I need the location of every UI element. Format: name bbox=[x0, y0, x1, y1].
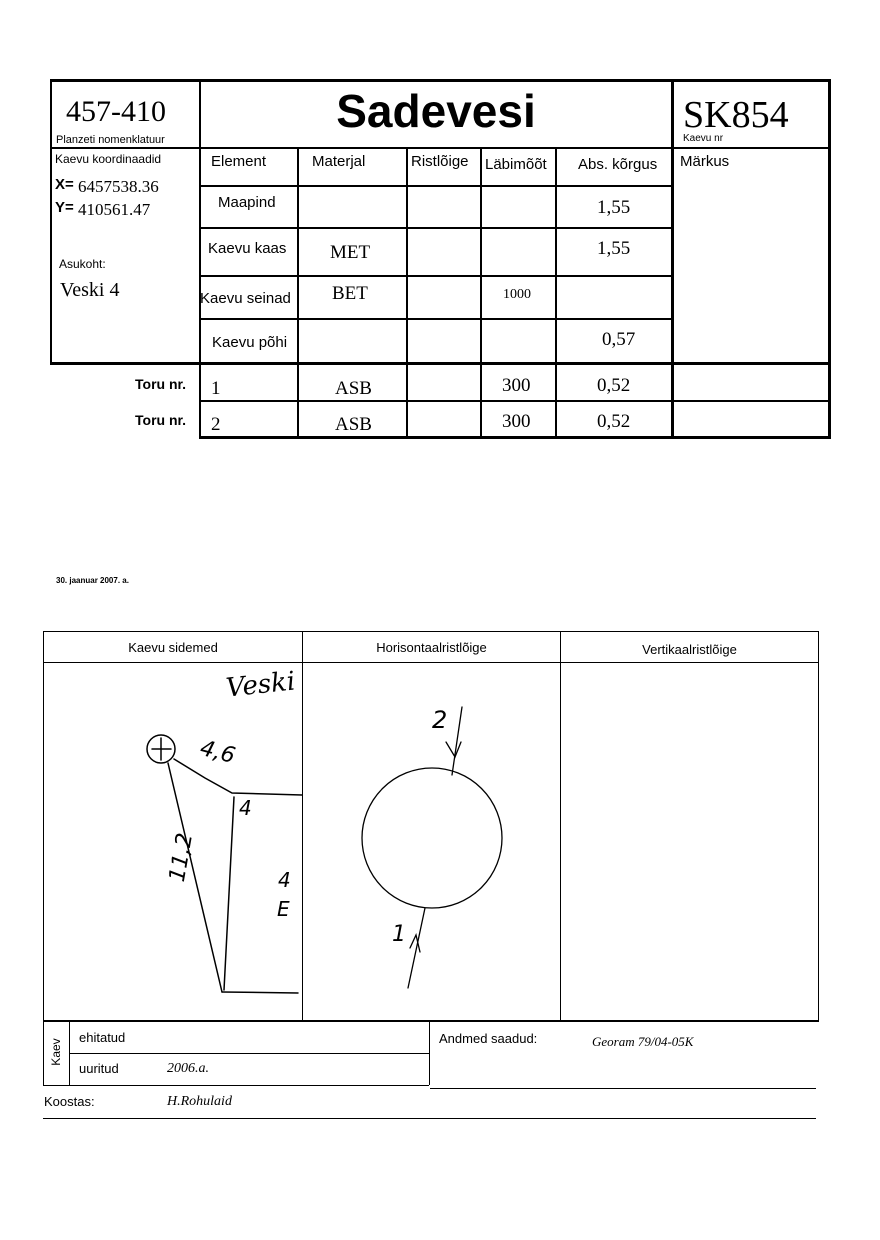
pipe-abs: 0,52 bbox=[597, 375, 631, 396]
row-element: Kaevu põhi bbox=[212, 334, 288, 351]
data-source-label: Andmed saadud: bbox=[439, 1031, 538, 1046]
page-title: Sadevesi bbox=[336, 85, 536, 137]
sketch-label-distance: 4 bbox=[239, 796, 252, 820]
row-element: Kaevu seinad bbox=[200, 290, 291, 307]
built-label: ehitatud bbox=[79, 1030, 126, 1045]
x-label: X= bbox=[55, 176, 74, 193]
side-label: Kaev bbox=[49, 1038, 63, 1066]
pipe-number: 2 bbox=[211, 414, 221, 435]
col-diameter: Läbimõõt bbox=[485, 156, 547, 173]
author-label: Koostas: bbox=[44, 1094, 95, 1109]
col-horizontal: Horisontaalristlõige bbox=[376, 640, 487, 655]
col-notes: Märkus bbox=[680, 153, 730, 170]
y-label: Y= bbox=[55, 199, 74, 216]
col-sketch: Kaevu sidemed bbox=[128, 640, 218, 655]
author-value: H.Rohulaid bbox=[167, 1094, 232, 1109]
sketch-label-distance: 4 bbox=[278, 868, 291, 892]
pipe-number: 1 bbox=[211, 378, 221, 399]
nomenclature-value: 457-410 bbox=[66, 95, 166, 128]
data-source-value: Georam 79/04-05K bbox=[592, 1034, 694, 1049]
x-value: 6457538.36 bbox=[78, 177, 159, 196]
pipe-material: ASB bbox=[335, 378, 372, 399]
row-abs: 1,55 bbox=[597, 238, 631, 259]
surveyed-value: 2006.a. bbox=[167, 1061, 209, 1076]
row-abs: 1,55 bbox=[597, 197, 631, 218]
row-material: MET bbox=[330, 242, 371, 263]
col-element: Element bbox=[211, 153, 267, 170]
nomenclature-label: Planzeti nomenklatuur bbox=[56, 134, 165, 146]
well-number-label: Kaevu nr bbox=[683, 133, 724, 144]
pipe-diameter: 300 bbox=[502, 411, 531, 432]
surveyed-label: uuritud bbox=[79, 1061, 119, 1076]
row-abs: 0,57 bbox=[602, 329, 636, 350]
sketch-label-distance: 4,6 bbox=[197, 735, 238, 770]
row-element: Maapind bbox=[218, 194, 276, 211]
pipe-out-label: 1 bbox=[392, 922, 406, 947]
well-number: SK854 bbox=[683, 94, 789, 136]
pipe-label: Toru nr. bbox=[135, 412, 187, 428]
col-abs: Abs. kõrgus bbox=[578, 156, 658, 173]
row-diameter: 1000 bbox=[503, 287, 531, 302]
location-label: Asukoht: bbox=[59, 257, 106, 271]
document-date: 30. jaanuar 2007. a. bbox=[56, 576, 129, 585]
sketch-label-street: Veski bbox=[224, 666, 297, 704]
coords-label: Kaevu koordinaadid bbox=[55, 152, 162, 166]
sketch-label-distance: 11,2 bbox=[164, 831, 199, 884]
pipe-in-label: 2 bbox=[432, 706, 448, 734]
col-material: Materjal bbox=[312, 153, 366, 170]
row-element: Kaevu kaas bbox=[208, 240, 287, 257]
col-vertical: Vertikaalristlõige bbox=[642, 642, 737, 657]
location-value: Veski 4 bbox=[60, 279, 120, 301]
pipe-label: Toru nr. bbox=[135, 376, 187, 392]
row-material: BET bbox=[332, 283, 368, 304]
pipe-material: ASB bbox=[335, 414, 372, 435]
pipe-diameter: 300 bbox=[502, 375, 531, 396]
y-value: 410561.47 bbox=[78, 200, 151, 219]
col-cross: Ristlõige bbox=[411, 153, 469, 170]
sketch-label-direction: E bbox=[277, 897, 290, 921]
pipe-abs: 0,52 bbox=[597, 411, 631, 432]
